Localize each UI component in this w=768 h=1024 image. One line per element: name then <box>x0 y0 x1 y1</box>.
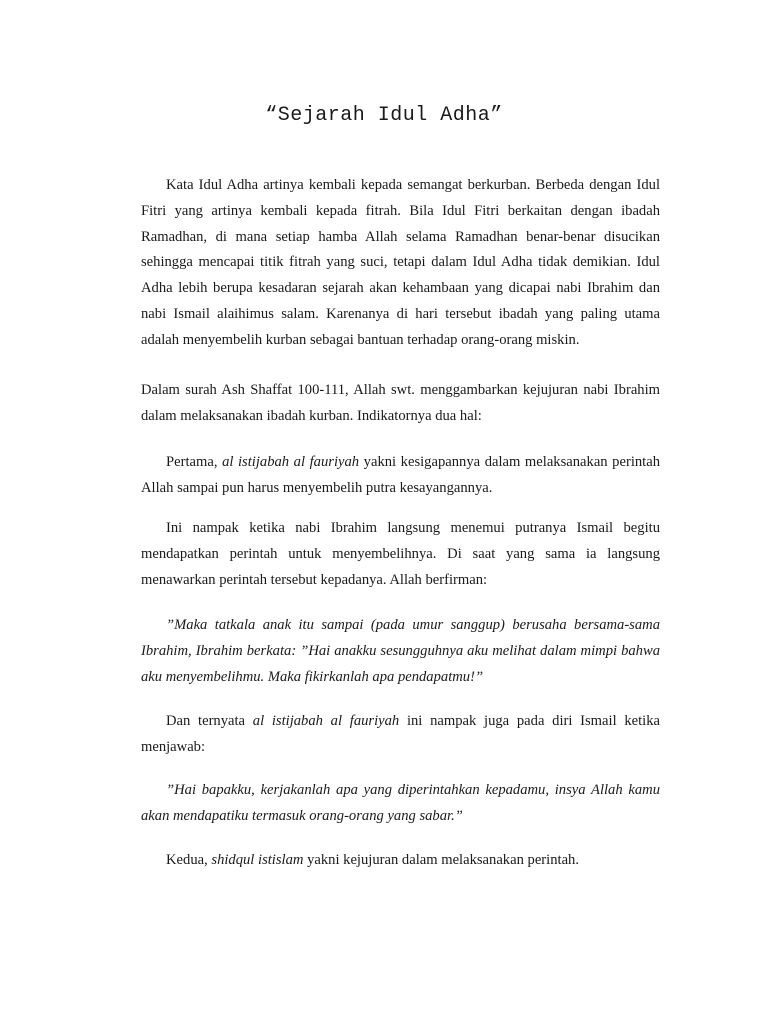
paragraph-dan-ternyata-rest: ini nampak juga pada diri Ismail ketika menjawab: <box>141 713 661 755</box>
paragraph-ini-nampak: Ini nampak ketika nabi Ibrahim langsung menemui putranya Ismail begitu mendapatkan perintah untuk menyembelihnya. Di saat yang sama ia langsung menawarkan perintah tersebut kepadanya. Allah berfirman: <box>141 520 660 588</box>
document-title: “Sejarah Idul Adha” <box>265 104 503 127</box>
paragraph-pertama-rest: yakni kesigapannya dalam melaksanakan perintah Allah sampai pun harus menyembelih putra kesayangannya. <box>141 454 660 496</box>
paragraph-dan-ternyata <box>141 709 660 761</box>
term-al-istijabah: al istijabah al fauriyah <box>222 454 360 470</box>
paragraph-ash-shaffat: Dalam surah Ash Shaffat 100-111, Allah swt. menggambarkan kejujuran nabi Ibrahim dalam melaksanakan ibadah kurban. Indikatornya dua hal: <box>141 382 660 424</box>
paragraph-intro: Kata Idul Adha artinya kembali kepada semangat berkurban. Berbeda dengan Idul Fitri yang artinya kembali kepada fitrah. Bila Idul Fitri berkaitan dengan ibadah Ramadhan, di mana setiap hamba Allah selama Ramadhan benar-benar disucikan sehingga mencapai titik fitrah yang suci, tetapi dalam Idul Adha tidak demikian. Idul Adha lebih berupa kesadaran sejarah akan kehambaan yang dicapai nabi Ibrahim dan nabi Ismail alaihimus salam. Karenanya di hari tersebut ibadah yang paling utama adalah menyembelih kurban sebagai bantuan terhadap orang-orang miskin. <box>141 177 660 348</box>
term-al-istijabah-2: al istijabah al fauriyah <box>252 713 400 729</box>
term-shidqul-istislam: shidqul istislam <box>211 852 304 868</box>
paragraph-dan-ternyata-lead: Dan ternyata <box>166 713 253 729</box>
paragraph-kedua-rest: yakni kejujuran dalam melaksanakan perintah. <box>303 852 579 868</box>
quote-ismail: ”Hai bapakku, kerjakanlah apa yang diperintahkan kepadamu, insya Allah kamu akan mendapatiku termasuk orang-orang yang sabar.” <box>141 782 660 824</box>
paragraph-pertama-lead: Pertama, <box>166 454 223 470</box>
quote-ibrahim: ”Maka tatkala anak itu sampai (pada umur sanggup) berusaha bersama-sama Ibrahim, Ibrahim berkata: ”Hai anakku sesungguhnya aku melihat dalam mimpi bahwa aku menyembelihmu. Maka fikirkanlah apa pendapatmu!” <box>141 617 660 685</box>
paragraph-kedua-lead: Kedua, <box>166 852 212 868</box>
paragraph-pertama <box>141 450 660 502</box>
paragraph-kedua <box>141 848 660 874</box>
